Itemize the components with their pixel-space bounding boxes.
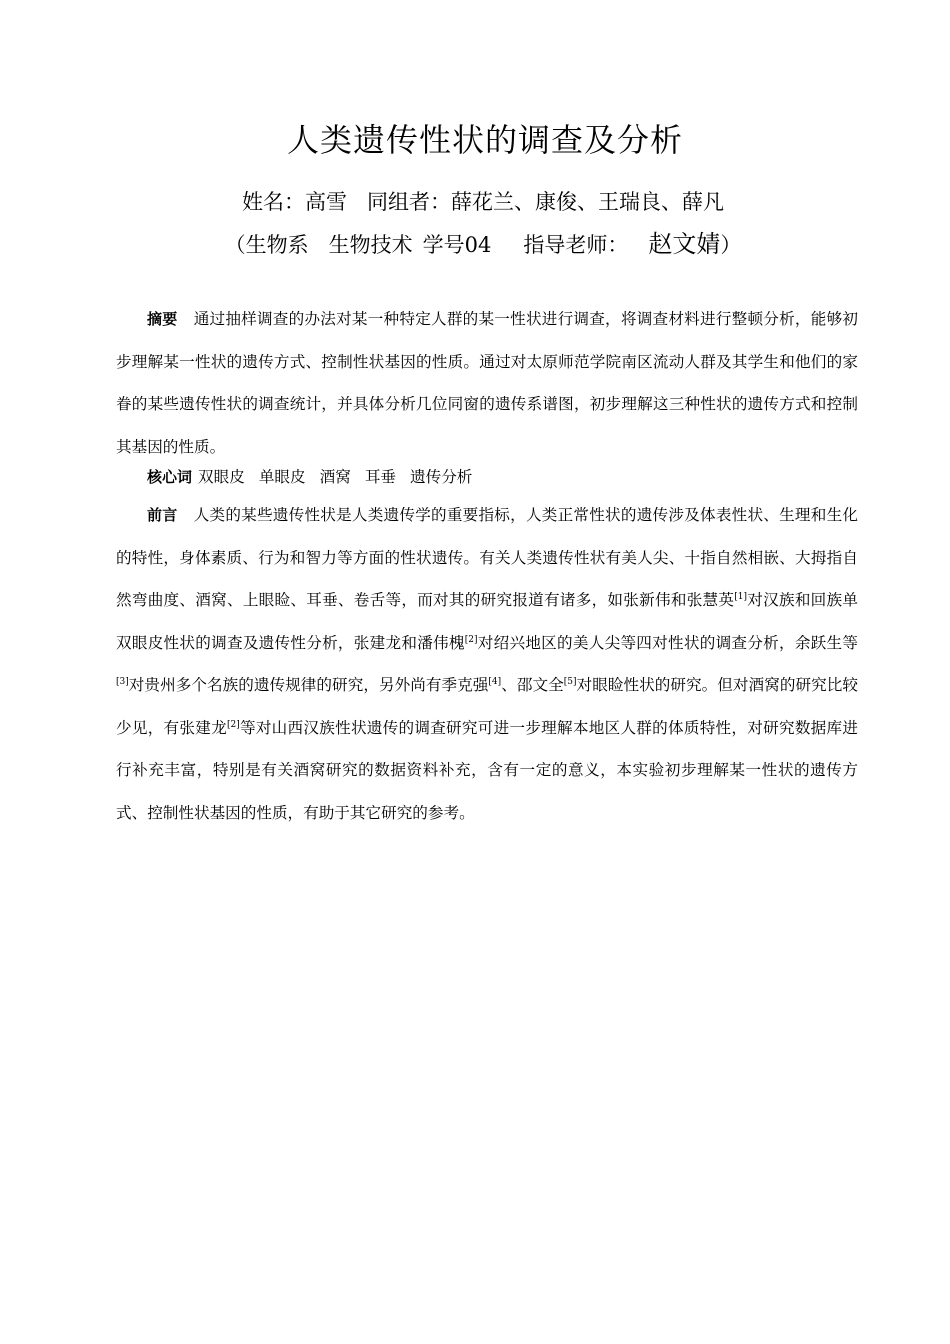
abstract-text: 通过抽样调查的办法对某一种特定人群的某一性状进行调查，将调查材料进行整顿分析，能够初步理解某一性状的遗传方式、控制性状基因的性质。通过对太原师范学院南区流动人群及其学生和他们的家眷的某些遗传性状的调查统计，并具体分析几位同窗的遗传系谱图，初步理解这三种性状的遗传方式和控制其基因的性质。 <box>116 310 858 456</box>
affiliation-close: ） <box>720 233 742 257</box>
advisor-name: 赵文婧 <box>648 230 721 258</box>
intro-text: 等对山西汉族性状遗传的调查研究可进一步理解本地区人群的体质特性，对研究数据库进行补充丰富，特别是有关酒窝研究的数据资料补充，含有一定的意义，本实验初步理解某一性状的遗传方式、控制性状基因的性质，有助于其它研究的参考。 <box>116 718 858 822</box>
keyword-item: 遗传分析 <box>410 468 473 486</box>
group-members: 薛花兰、康俊、王瑞良、薛凡 <box>451 190 724 214</box>
affiliation-open: （ <box>224 233 246 257</box>
citation-ref: [3] <box>116 677 129 687</box>
keywords-label: 核心词 <box>147 468 193 486</box>
abstract-paragraph <box>116 298 858 468</box>
paper-title: 人类遗传性状的调查及分析 <box>286 121 683 159</box>
keyword-item: 双眼皮 <box>198 468 245 486</box>
citation-ref: [1] <box>734 592 748 602</box>
intro-text: 对汉族和回族单双眼皮性状的调查及遗传性分析，张建龙和潘伟槐 <box>116 591 858 652</box>
intro-paragraph <box>116 494 858 834</box>
intro-text: 人类的某些遗传性状是人类遗传学的重要指标，人类正常性状的遗传涉及体表性状、生理和生化的特性，身体素质、行为和智力等方面的性状遗传。有关人类遗传性状有美人尖、十指自然相嵌、大拇指自然弯曲度、酒窝、上眼睑、耳垂、卷舌等，而对其的研究报道有诸多，如张新伟和张慧英 <box>116 506 858 609</box>
author-line <box>0 186 950 218</box>
intro-text: 对眼睑性状的研究。但对酒窝的研究比较少见，有张建龙 <box>116 676 858 737</box>
keyword-item: 酒窝 <box>319 468 351 486</box>
department: 生物系 <box>245 233 309 257</box>
citation-ref: [2] <box>226 719 240 730</box>
intro-label: 前言 <box>147 506 178 524</box>
keywords-line <box>147 460 486 494</box>
major: 生物技术 <box>328 233 413 257</box>
intro-text: 对贵州多个名族的遗传规律的研究，另外尚有季克强 <box>128 676 489 694</box>
group-label: 同组者： <box>367 190 451 214</box>
keyword-item: 单眼皮 <box>258 468 306 486</box>
keyword-item: 耳垂 <box>364 468 397 486</box>
affiliation-line <box>0 228 950 261</box>
citation-ref: [5] <box>563 677 577 687</box>
name-label: 姓名： <box>242 190 305 214</box>
advisor-label: 指导老师： <box>523 233 629 257</box>
citation-ref: [2] <box>464 634 478 645</box>
abstract-label: 摘要 <box>147 310 178 328</box>
intro-text: 对绍兴地区的美人尖等四对性状的调查分析，余跃生等 <box>477 633 858 652</box>
student-id: 学号04 <box>422 233 492 257</box>
intro-text: 、邵文全 <box>501 676 564 694</box>
author-name: 高雪 <box>305 190 347 214</box>
citation-ref: [4] <box>488 677 502 687</box>
